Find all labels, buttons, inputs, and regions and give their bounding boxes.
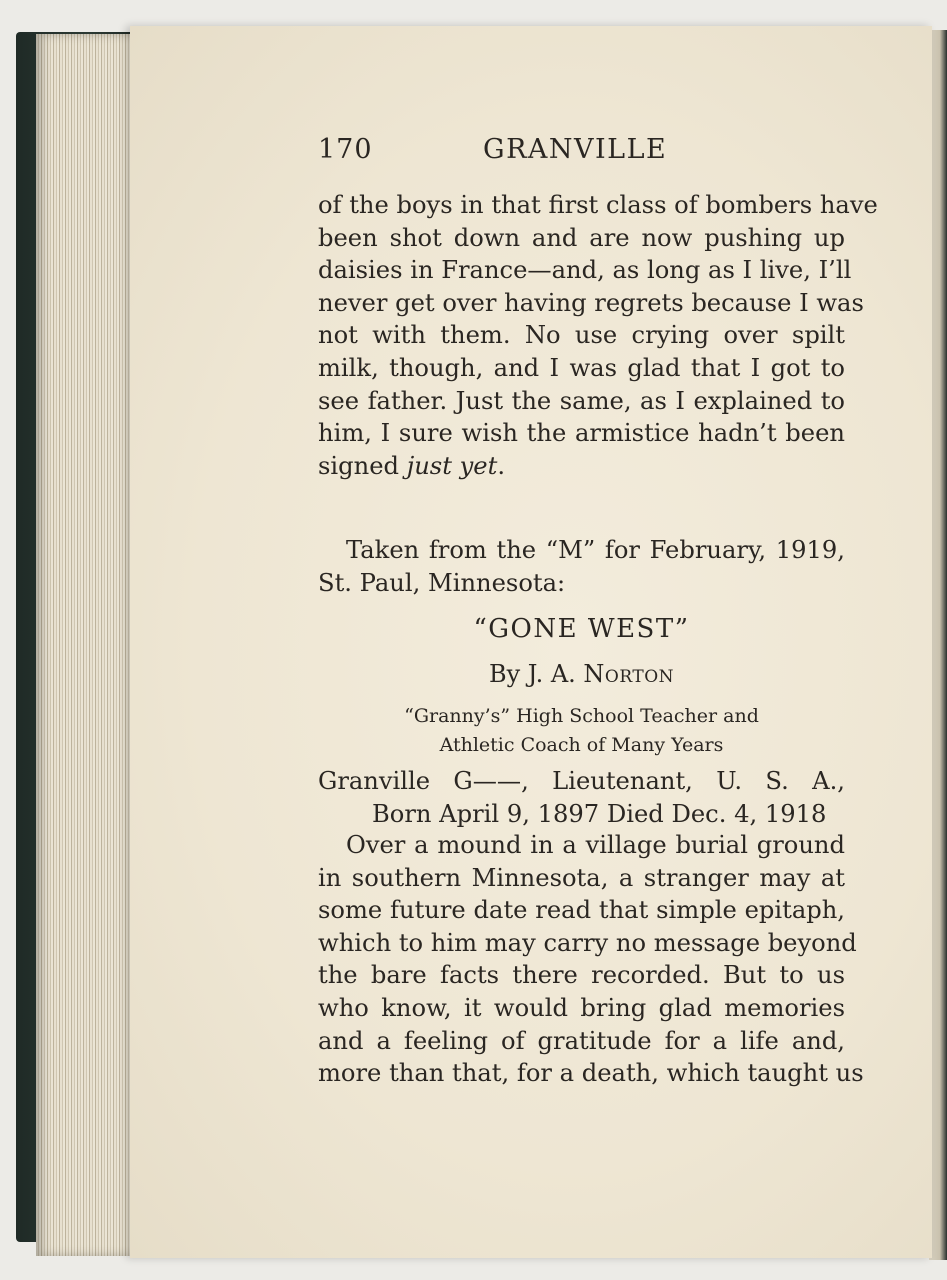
- book-page: [130, 26, 932, 1258]
- italic-emphasis: just yet: [406, 451, 498, 480]
- text-line: not with them. No use crying over spilt: [318, 321, 845, 350]
- paragraph-article-body: [318, 829, 864, 1090]
- text-line: never get over having regrets because I was: [318, 288, 864, 317]
- author-description: [318, 702, 845, 760]
- text-line-last: [318, 450, 845, 483]
- text-line: which to him may carry no message beyond: [318, 928, 857, 957]
- running-head-title: GRANVILLE: [483, 134, 668, 165]
- epitaph-line: Granville G——, Lieutenant, U. S. A.,: [318, 767, 845, 795]
- text-line-last: St. Paul, Minnesota:: [318, 568, 566, 597]
- running-head: [318, 134, 845, 170]
- text-line: more than that, for a death, which taught us: [318, 1059, 864, 1088]
- paragraph-source: [318, 534, 845, 599]
- text-line: the bare facts there recorded. But to us: [318, 961, 845, 990]
- epitaph: [318, 765, 845, 830]
- text-line: see father. Just the same, as I explained to: [318, 386, 845, 415]
- text-line: in southern Minnesota, a stranger may at: [318, 863, 845, 892]
- text-line: Taken from the “M” for February, 1919,: [346, 536, 845, 564]
- text-line: milk, though, and I was glad that I got to: [318, 353, 845, 382]
- text-line: who know, it would bring glad memories: [318, 993, 845, 1022]
- text-line: Over a mound in a village burial ground: [346, 831, 845, 859]
- text-line: some future date read that simple epitaph,: [318, 896, 845, 925]
- byline-prefix: By J. A.: [488, 660, 584, 688]
- subtitle-line: “Granny’s” High School Teacher and: [404, 705, 759, 727]
- text-line: of the boys in that first class of bombers have: [318, 191, 878, 219]
- text-line: him, I sure wish the armistice hadn’t been: [318, 419, 845, 448]
- paragraph-continuation: [318, 189, 878, 482]
- author-name: Norton: [583, 660, 675, 688]
- page-number: 170: [318, 134, 373, 165]
- text-fragment: .: [497, 451, 506, 480]
- subtitle-line: Athletic Coach of Many Years: [439, 734, 724, 756]
- text-line: daisies in France—and, as long as I live, I’ll: [318, 256, 852, 285]
- text-line: and a feeling of gratitude for a life and,: [318, 1026, 845, 1055]
- article-title: “GONE WEST”: [473, 614, 690, 644]
- epitaph-dates: Born April 9, 1897 Died Dec. 4, 1918: [372, 799, 827, 828]
- text-line: been shot down and are now pushing up: [318, 223, 845, 252]
- text-fragment: signed: [318, 451, 407, 480]
- article-byline: [318, 660, 845, 688]
